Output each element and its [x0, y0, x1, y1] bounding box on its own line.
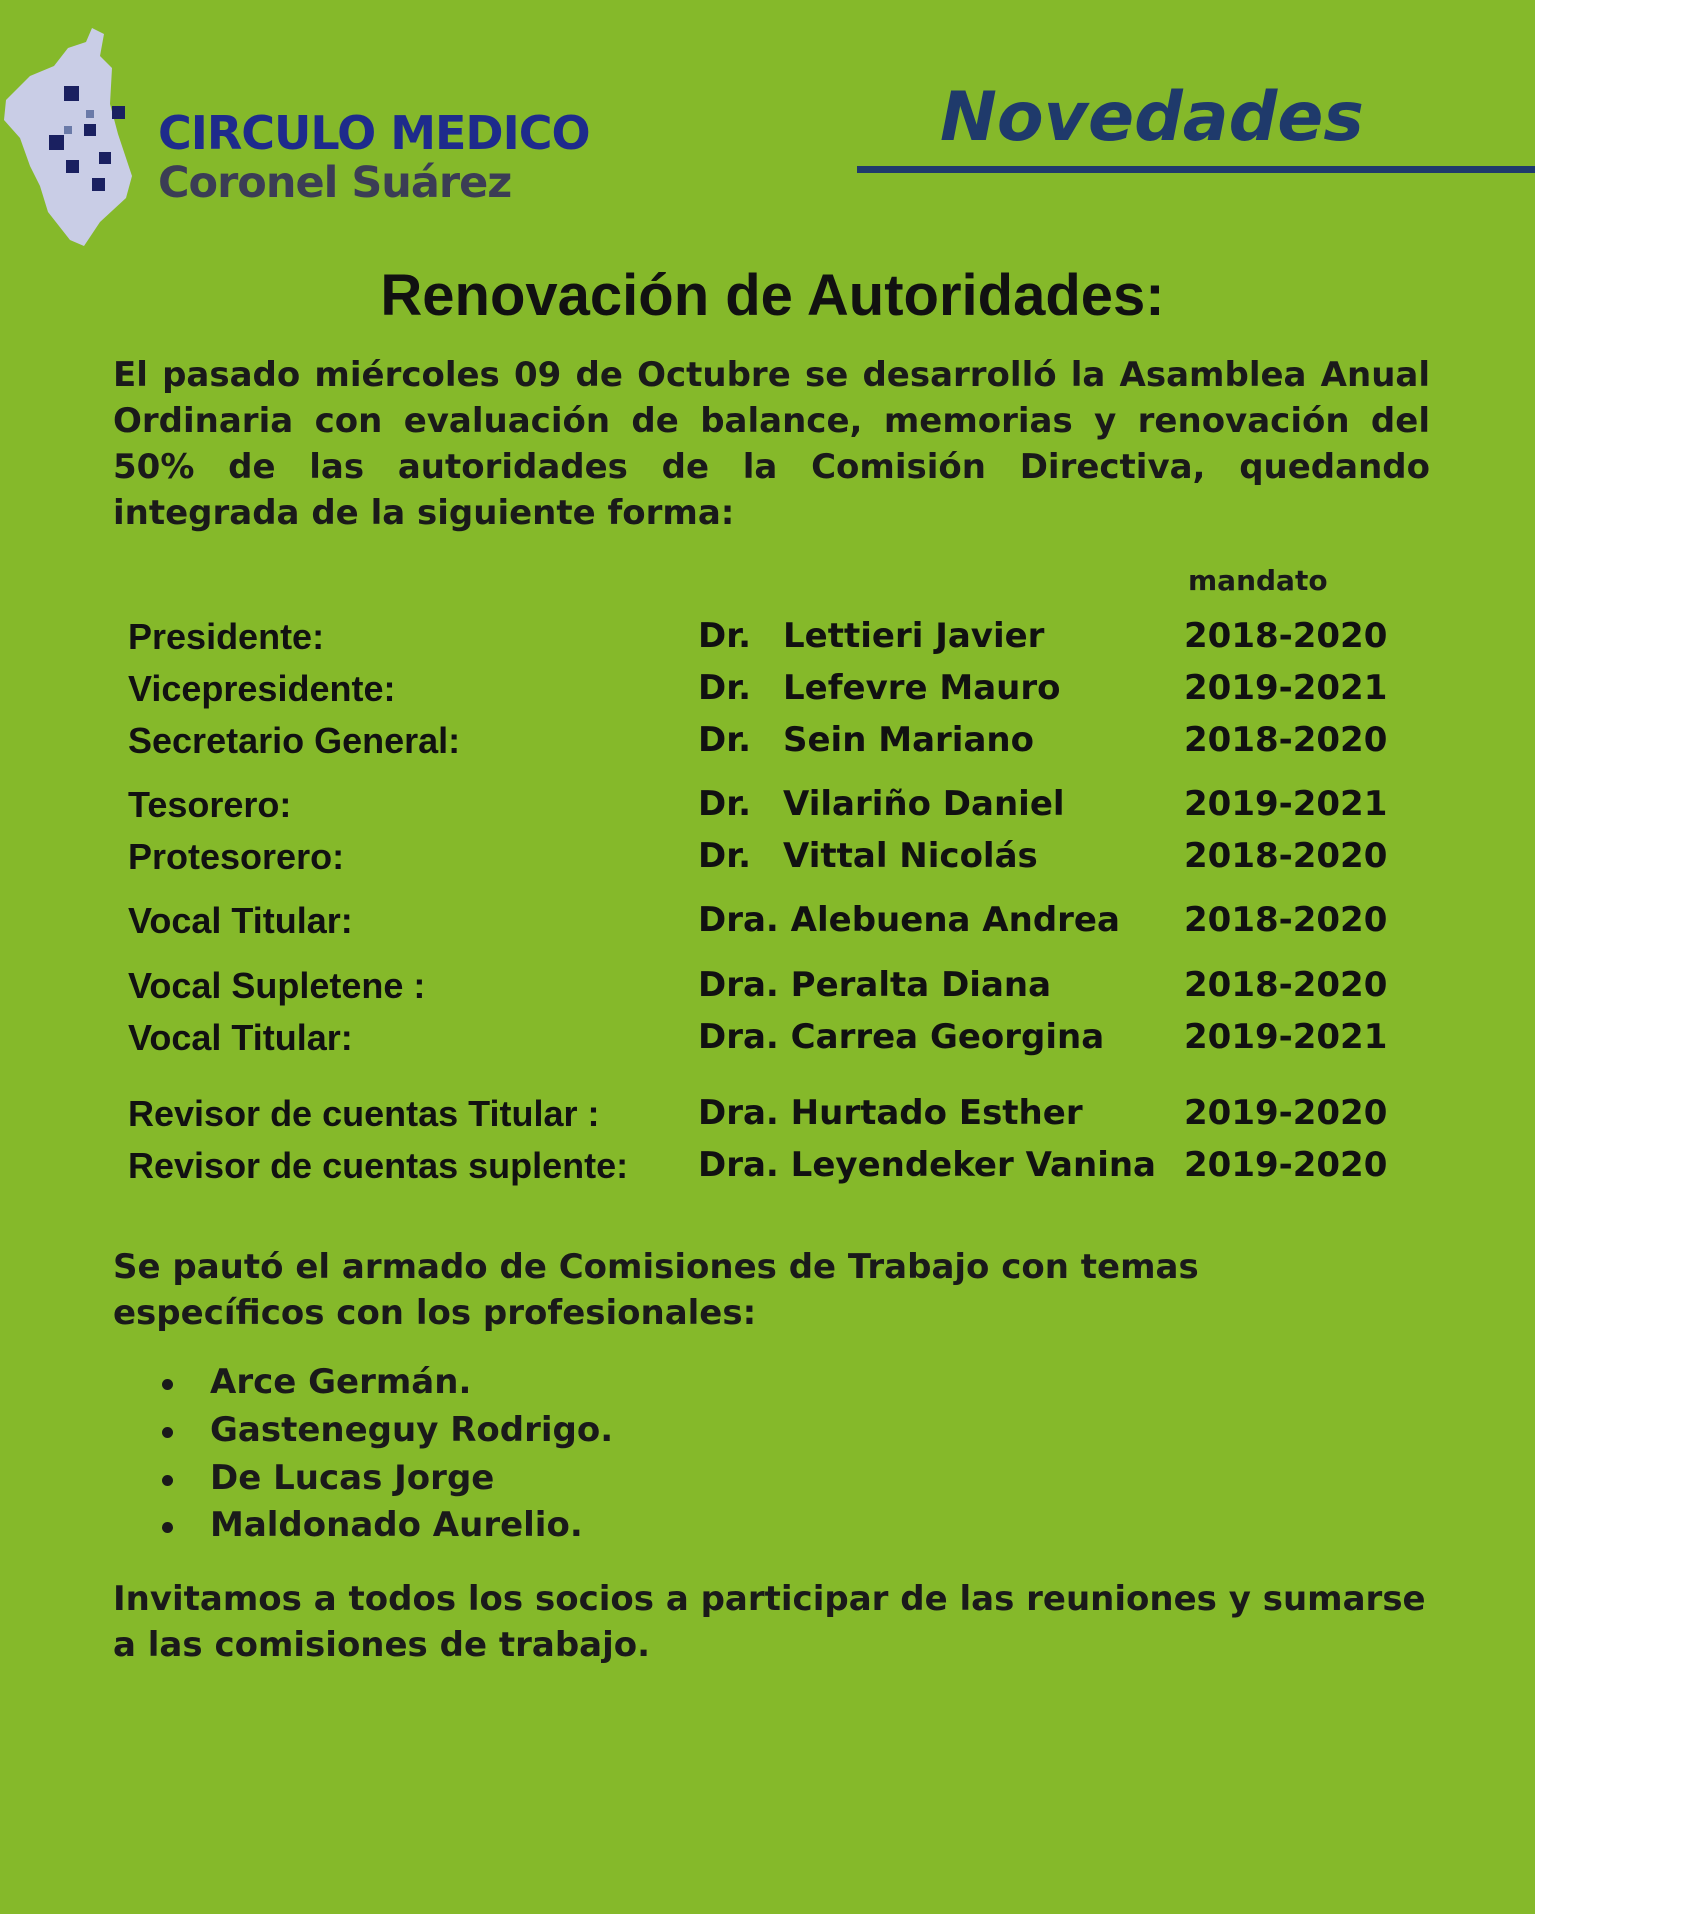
- authority-row: [0, 720, 1535, 764]
- closing-paragraph: Invitamos a todos los socios a participar de las reuniones y sumarse a las comisiones de trabajo.: [113, 1579, 1426, 1665]
- authority-period: 2019-2021: [1184, 1017, 1388, 1057]
- authority-period: 2018-2020: [1184, 965, 1388, 1005]
- logo: [0, 26, 590, 256]
- header-title: Novedades: [940, 78, 1364, 157]
- authority-role: Vocal Supletene :: [128, 965, 426, 1006]
- authority-period: 2018-2020: [1184, 900, 1388, 940]
- bullet-icon: [162, 1475, 173, 1486]
- authority-role: Presidente:: [128, 616, 325, 657]
- authority-period: 2018-2020: [1184, 720, 1388, 760]
- authority-period: 2019-2021: [1184, 668, 1388, 708]
- authority-role: Revisor de cuentas suplente:: [128, 1145, 629, 1186]
- authority-name: Dra. Peralta Diana: [698, 965, 1052, 1005]
- authority-title: Dr.: [698, 836, 752, 876]
- list-item: [0, 1458, 1000, 1504]
- authority-row: [0, 616, 1535, 660]
- authority-row: [0, 1145, 1535, 1189]
- authority-name: Lefevre Mauro: [783, 668, 1061, 708]
- authority-name: Vilariño Daniel: [783, 784, 1065, 824]
- list-item: [0, 1362, 1000, 1408]
- authority-role: Revisor de cuentas Titular :: [128, 1093, 600, 1134]
- list-item-text: De Lucas Jorge: [210, 1458, 495, 1498]
- authority-row: [0, 668, 1535, 712]
- logo-name-line2: Coronel Suárez: [158, 158, 512, 208]
- authority-name: Dra. Alebuena Andrea: [698, 900, 1120, 940]
- authority-title: Dr.: [698, 668, 752, 708]
- authority-row: [0, 784, 1535, 828]
- mandato-column-header: mandato: [1188, 564, 1328, 597]
- authority-name: Dra. Hurtado Esther: [698, 1093, 1083, 1133]
- logo-name-line1: CIRCULO MEDICO: [158, 106, 590, 160]
- authority-role: Vocal Titular:: [128, 1017, 353, 1058]
- authority-title: Dr.: [698, 784, 752, 824]
- authority-name: Dra. Carrea Georgina: [698, 1017, 1105, 1057]
- list-item: [0, 1505, 1000, 1551]
- intro-paragraph: El pasado miércoles 09 de Octubre se desarrolló la Asamblea Anual Ordinaria con evaluación de balance, memorias y renovación del 50% de las autoridades de la Comisión Directiva, quedando integrada de la siguiente forma:: [113, 355, 1430, 533]
- authority-period: 2019-2020: [1184, 1145, 1388, 1185]
- authority-role: Secretario General:: [128, 720, 461, 761]
- authority-role: Vocal Titular:: [128, 900, 353, 941]
- authority-title: Dr.: [698, 720, 752, 760]
- list-item: [0, 1410, 1000, 1456]
- authority-role: Protesorero:: [128, 836, 345, 877]
- authority-period: 2019-2020: [1184, 1093, 1388, 1133]
- authority-row: [0, 1017, 1535, 1061]
- authority-role: Tesorero:: [128, 784, 292, 825]
- authority-period: 2019-2021: [1184, 784, 1388, 824]
- authority-row: [0, 1093, 1535, 1137]
- side-vertical-title: Novedades: [1518, 942, 1708, 1868]
- authority-role: Vicepresidente:: [128, 668, 396, 709]
- authority-name: Sein Mariano: [783, 720, 1034, 760]
- authority-row: [0, 836, 1535, 880]
- bottom-border: [0, 1914, 1535, 1920]
- bullet-icon: [162, 1427, 173, 1438]
- authority-row: [0, 965, 1535, 1009]
- authority-row: [0, 900, 1535, 944]
- header-rule: [857, 166, 1535, 173]
- authority-period: 2018-2020: [1184, 836, 1388, 876]
- map-logo-icon: [0, 26, 140, 256]
- list-item-text: Arce Germán.: [210, 1362, 472, 1402]
- authority-name: Dra. Leyendeker Vanina: [698, 1145, 1157, 1185]
- list-item-text: Gasteneguy Rodrigo.: [210, 1410, 614, 1450]
- page-title: Renovación de Autoridades:: [380, 263, 1165, 328]
- authority-name: Vittal Nicolás: [783, 836, 1038, 876]
- authority-title: Dr.: [698, 616, 752, 656]
- authority-period: 2018-2020: [1184, 616, 1388, 656]
- list-item-text: Maldonado Aurelio.: [210, 1505, 583, 1545]
- authority-name: Lettieri Javier: [783, 616, 1045, 656]
- bullet-icon: [162, 1522, 173, 1533]
- bullet-icon: [162, 1379, 173, 1390]
- commissions-paragraph: Se pautó el armado de Comisiones de Trabajo con temas específicos con los profesionales:: [113, 1247, 1199, 1333]
